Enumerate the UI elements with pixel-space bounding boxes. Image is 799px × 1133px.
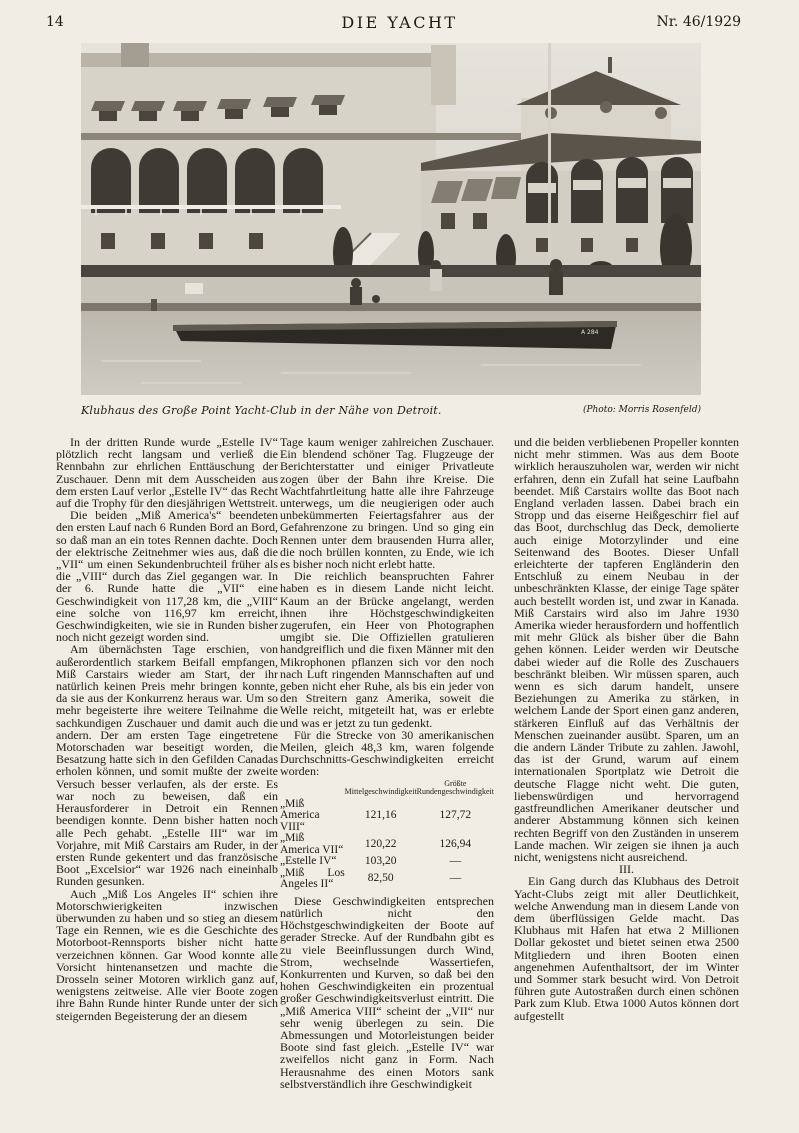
issue-number: Nr. 46/1929	[656, 14, 741, 30]
speed-table	[280, 780, 494, 891]
paragraph: Die reichlich beanspruchten Fahrer haben es in diesem Lande nicht leicht. Kaum an der Brücke angelangt, werden ihnen ihre Höchstgeschwindigkeiten zugerufen, ein Heer von Photographen umgibt sie. Die Offiziellen gratulieren handgreiflich und die fixen Männer mit den Mikrophonen pflanzen sich vor den noch nach Luft ringenden Mannschaften auf und geben nicht eher Ruhe, als bis ein jeder von den Streitern ganz Amerika, soweit die Welle reicht, mitgeteilt hat, was er erlebte und was er jetzt zu tun gedenkt.	[280, 569, 494, 730]
speed-table-header-mean: Mittelgeschwindigkeit	[344, 787, 417, 797]
paragraph: Tage kaum weniger zahlreichen Zuschauer. Ein blendend schöner Tag. Flugzeuge der Berichterstatter und einiger Privatleute zogen über der Bahn ihre Kreise. Die Wachtfahrtleitung hatte alle ihre Fahrzeuge unterwegs, um die neugierigen oder auch unbekümmerten Feiertagsfahrer aus der Gefahrenzone zu bringen. Und so ging ein Rennen unter dem brausenden Hurra aller, die noch brüllen konnten, zu Ende, wie ich es bisher noch nicht erlebt hatte.	[280, 435, 494, 572]
paragraph: Auch „Miß Los Angeles II“ schien ihre Motorschwierigkeiten inzwischen überwunden zu haben und so stieg an diesem Tage ein Rennen, wie es die Geschichte des Motorboot-Rennsports bisher nicht hatte verzeichnen können. Gar Wood konnte alle Vorsicht hintenansetzen und machte die Drosseln seiner Motoren wirklich ganz auf, wenigstens zeitweise. Alle vier Boote zogen ihre Bahn Runde hinter Runde unter der sich steigernden Begeisterung der an diesem	[56, 886, 278, 1023]
speed-table-header-max: Größte Rundengeschwindigkeit	[416, 778, 494, 797]
boat-registration: A 284	[581, 329, 599, 336]
mean-speed: 103,20	[364, 855, 397, 868]
paragraph: Die beiden „Miß America's“ beendeten den ersten Lauf nach 6 Runden Bord an Bord, so daß man an ein totes Rennen dachte. Doch der elektrische Zeitnehmer wies aus, daß die „VII“ um einen Sekundenbruchteil früher als die „VIII“ durch das Ziel gegangen war. In der 6. Runde hatte die „VII“ eine Geschwindigkeit von 117,28 km, die „VIII“ eine solche von 116,97 km erreicht, Geschwindigkeiten, wie sie in Runden bisher noch nicht gezeigt worden sind.	[56, 508, 278, 645]
mean-speed: 120,22	[364, 837, 397, 850]
max-speed: —	[449, 855, 462, 868]
section-numeral: III.	[619, 862, 634, 877]
boat-name: „Miß America VII“	[280, 832, 344, 856]
magazine-title: DIE YACHT	[341, 13, 458, 32]
table-row	[280, 799, 494, 834]
paragraph: Am übernächsten Tage erschien, von außerordentlich starkem Beifall empfangen, Miß Carstairs wieder am Start, der ihr natürlich keinen Preis mehr bringen konnte, da sie aus der Konkurrenz heraus war. Um so mehr begeisterte ihre weitere Teilnahme die sachkundigen Zuschauer und damit auch die andern. Der am ersten Tage eingetretene Motorschaden war beseitigt worden, die Besatzung hatte sich in den Gefilden Canadas erholen können, und somit mußte der zweite Versuch besser verlaufen, als der erste. Es war noch zu beweisen, daß ein Herausforderer in Detroit ein Rennen beendigen konnte. Denn bisher hatten noch alle Pech gehabt. „Estelle III“ war im Vorjahre, mit Miß Carstairs am Ruder, in der ersten Runde gekentert und das französische Boot „Excelsior“ war 1926 nach eineinhalb Runden gesunken.	[56, 642, 278, 889]
caption-text: Klubhaus des Große Point Yacht-Club in der Nähe von Detroit.	[81, 404, 442, 417]
mean-speed: 121,16	[364, 809, 397, 822]
paragraph: und die beiden verbliebenen Propeller konnten nicht mehr stimmen. Was aus dem Boote wirklich herauszuholen war, werden wir nicht erfahren, denn ein Zufall hat seine Laufbahn beendet. Miß Carstairs wollte das Boot nach England verladen lassen. Dabei brach ein Stropp und das eiserne Heißgeschirr fiel auf das Boot, durchschlug das Deck, demolierte auch einige Motorzylinder und eine Seitenwand des Bootes. Dieser Unfall erleichterte der tapferen Engländerin den Entschluß zu einem Neubau in der unbeschränkten Klasse, der einige Tage später auch bestellt worden ist, und zwar in Kanada. Miß Carstairs wird also im Jahre 1930 Amerika wieder herausfordern und hoffentlich mit mehr Glück als bisher über die Bahn gehen können. Leider werden wir Deutsche dabei wieder auf die Rolle des Zuschauers beschränkt bleiben. Wir müssen sparen, auch wenn es sich darum handelt, unsere Beziehungen zu Amerika zu stärken, in welchem Lande der Sport einen ganz anderen, stärkeren Einfluß auf das Verhältnis der Menschen zueinander ausübt. Sparen, um an die andern Länder Tribute zu zahlen. Jawohl, das ist der Grund, warum auf einem internationalen Sportplatz wie Detroit die deutsche Flagge nicht weht. Die guten, liebenswürdigen und hervorragend gastfreundlichen Amerikaner deutscher und anderer Abstammung können sich keinen rechten Begriff von den Zuständen in unserem Lande machen. Wir zeigen sie ihnen ja auch nicht, wenigstens nicht ausreichend.	[514, 435, 739, 864]
table-row	[280, 833, 494, 856]
max-speed: —	[449, 872, 462, 885]
boat-name: „Miß America VIII“	[280, 797, 320, 833]
article-column-1	[56, 436, 278, 1054]
boat-name: „Estelle IV“	[280, 855, 337, 868]
max-speed: 127,72	[439, 809, 472, 822]
table-row	[280, 868, 494, 891]
photo-credit: (Photo: Morris Rosenfeld)	[582, 405, 701, 415]
paragraph: Ein Gang durch das Klubhaus des Detroit Yacht-Clubs zeigt mit aller Deutlichkeit, welche Anwendung man in diesem Lande von dem überflüssigen Gelde macht. Das Klubhaus mit Hafen hat etwa 2 Millionen Dollar gekostet und bietet seinen etwa 2500 Mitgliedern und ihren Booten einen angenehmen Aufenthaltsort, der im Winter und Sommer stark besucht wird. Von Detroit führen gute Autostraßen durch einen schönen Park zum Klub. Etwa 1000 Autos können dort aufgestellt	[514, 874, 739, 1023]
paragraph: In der dritten Runde wurde „Estelle IV“ plötzlich recht langsam und verließ die Rennbahn zur ehrlichen Enttäuschung der Zuschauer. Denn mit dem Ausscheiden aus dem ersten Lauf verlor „Estelle IV“ das Recht auf die Trophy für den diesjährigen Wettstreit.	[56, 435, 278, 511]
article-column-3	[514, 436, 739, 1054]
paragraph: Für die Strecke von 30 amerikanischen Meilen, gleich 48,3 km, waren folgende Durchschnitts-Geschwindigkeiten erreicht worden:	[280, 727, 494, 779]
paragraph: Diese Geschwindigkeiten entsprechen natürlich nicht den Höchstgeschwindigkeiten der Boote auf gerader Strecke. Auf der Rundbahn gibt es zu viele Beeinflussungen durch Wind, Strom, wechselnde Wassertiefen, Konkurrenten und Kurven, so daß bei den hohen Geschwindigkeiten ein prozentual großer Geschwindigkeitsverlust eintritt. Die „Miß America VIII“ scheint der „VII“ nur sehr wenig überlegen zu sein. Die Abmessungen und Motorleistungen beider Boote sind fast gleich. „Estelle IV“ war zweifellos nicht ganz in Form. Nach Herausnahme des einen Motors sank selbstverständlich ihre Geschwindigkeit	[280, 893, 494, 1091]
max-speed: 126,94	[439, 837, 472, 850]
article-column-2	[280, 435, 494, 1091]
boat-name: „Miß Los Angeles II“	[280, 866, 345, 891]
table-row	[280, 856, 494, 868]
page-number: 14	[46, 14, 64, 30]
clubhouse-photo	[81, 43, 701, 395]
mean-speed: 82,50	[367, 872, 394, 885]
